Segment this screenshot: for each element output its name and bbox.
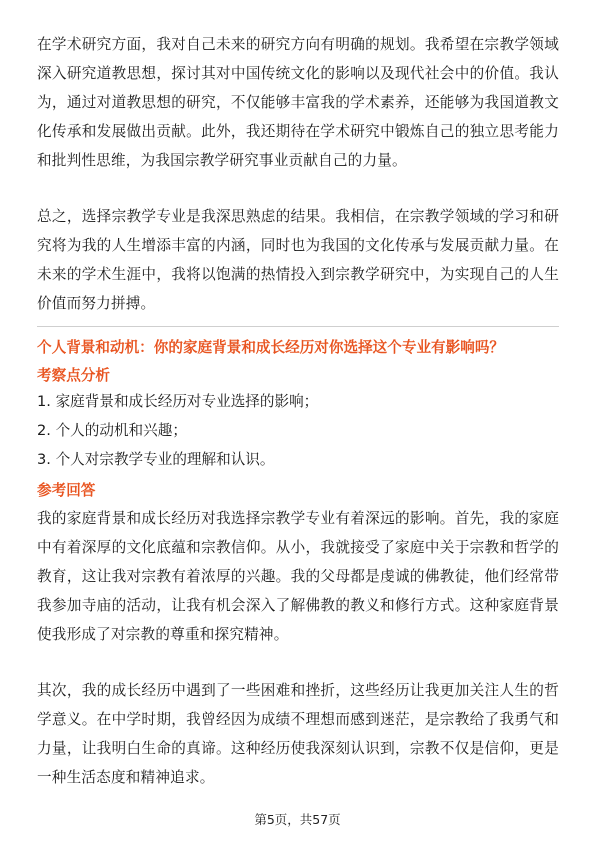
body-paragraph: 总之，选择宗教学专业是我深思熟虑的结果。我相信，在宗教学领域的学习和研究将为我的人生增添丰富的内涵，同时也为我国的文化传承与发展贡献力量。在未来的学术生涯中，我将以饱满的热情投入到宗教学研究中，为实现自己的人生价值而努力拼搏。 bbox=[37, 208, 559, 312]
list-item: 2. 个人的动机和兴趣； bbox=[37, 422, 187, 439]
body-paragraph: 在学术研究方面，我对自己未来的研究方向有明确的规划。我希望在宗教学领域深入研究道教思想，探讨其对中国传统文化的影响以及现代社会中的价值。我认为，通过对道教思想的研究，不仅能够丰富我的学术素养，还能够为我国道教文化传承和发展做出贡献。此外，我还期待在学术研究中锻炼自己的独立思考能力和批判性思维，为我国宗教学研究事业贡献自己的力量。 bbox=[37, 36, 559, 169]
answer-label: 参考回答 bbox=[37, 482, 96, 499]
list-item: 1. 家庭背景和成长经历对专业选择的影响； bbox=[37, 393, 319, 410]
analysis-points bbox=[37, 387, 559, 474]
question-heading: 个人背景和动机：你的家庭背景和成长经历对你选择这个专业有影响吗？ bbox=[37, 339, 505, 356]
answer-paragraph: 我的家庭背景和成长经历对我选择宗教学专业有着深远的影响。首先，我的家庭中有着深厚的文化底蕴和宗教信仰。从小，我就接受了家庭中关于宗教和哲学的教育，这让我对宗教有着浓厚的兴趣。我的父母都是虔诚的佛教徒，他们经常带我参加寺庙的活动，让我有机会深入了解佛教的教义和修行方式。这种家庭背景使我形成了对宗教的尊重和探究精神。 bbox=[37, 510, 559, 643]
analysis-label: 考察点分析 bbox=[37, 367, 110, 384]
section-divider bbox=[37, 326, 559, 327]
answer-paragraph: 其次，我的成长经历中遇到了一些困难和挫折，这些经历让我更加关注人生的哲学意义。在中学时期，我曾经因为成绩不理想而感到迷茫，是宗教给了我勇气和力量，让我明白生命的真谛。这种经历使我深刻认识到，宗教不仅是信仰，更是一种生活态度和精神追求。 bbox=[37, 682, 559, 786]
page-number: 第5页，共57页 bbox=[254, 812, 341, 827]
document-page bbox=[37, 30, 559, 792]
list-item: 3. 个人对宗教学专业的理解和认识。 bbox=[37, 451, 275, 468]
